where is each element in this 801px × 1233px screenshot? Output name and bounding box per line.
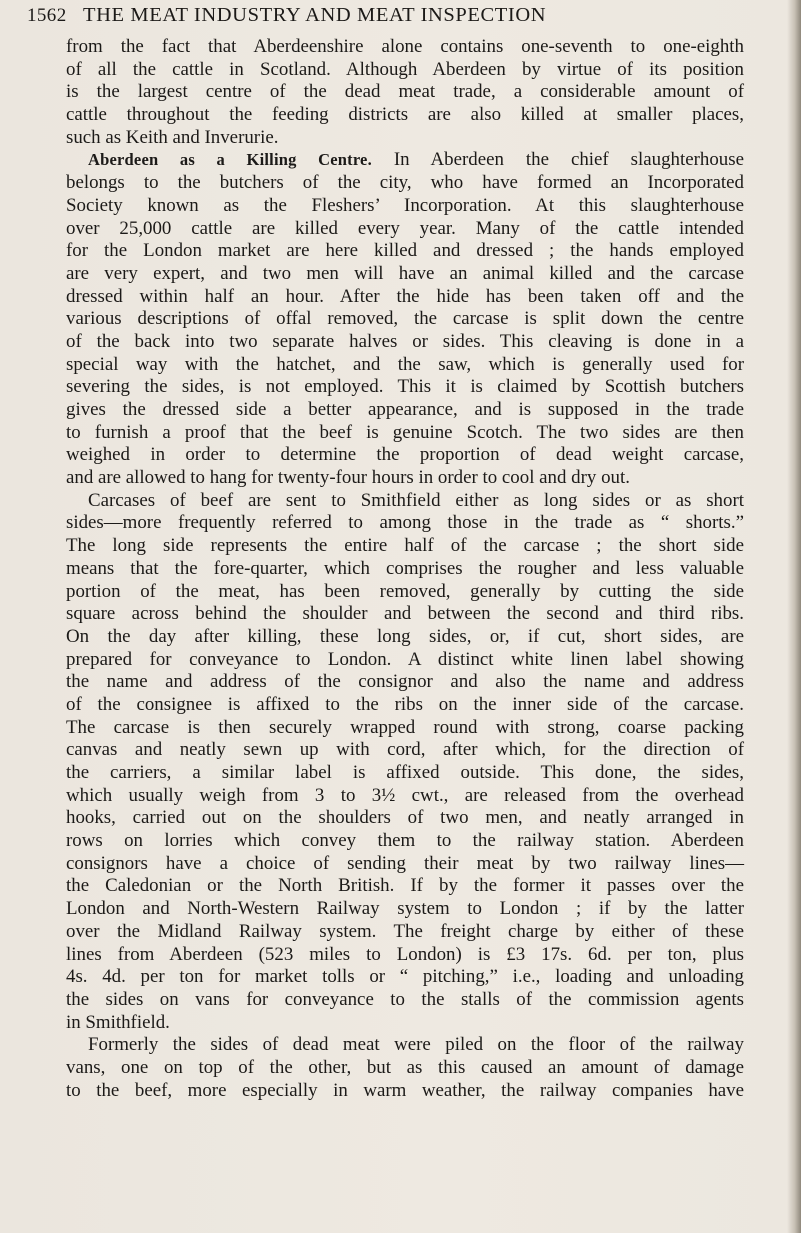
text-line: square across behind the shoulder and between the second and third ribs. [66,603,744,625]
text-line: Carcases of beef are sent to Smithfield either as long sides or as short [88,489,744,511]
text-line: over 25,000 cattle are killed every year. Many of the cattle intended [66,217,744,239]
body-text [66,36,744,1102]
text-line: dressed within half an hour. After the hide has been taken off and the [66,285,744,307]
text-line: special way with the hatchet, and the saw, which is generally used for [66,353,744,375]
text-line: the carriers, a similar label is affixed outside. This done, the sides, [66,762,744,783]
page-number: 1562 [27,5,67,26]
text-line: severing the sides, is not employed. This it is claimed by Scottish butchers [66,376,744,398]
text-line: cattle throughout the feeding districts are also killed at smaller places, [66,104,744,126]
text-line: The long side represents the entire half of the carcase ; the short side [66,535,744,557]
text-line: are very expert, and two men will have an animal killed and the carcase [66,262,744,284]
section-heading: Aberdeen as a Killing Centre. [88,150,372,170]
text-line: of the back into two separate halves or sides. This cleaving is done in a [66,330,744,352]
text-line: rows on lorries which convey them to the railway station. Aberdeen [66,830,744,852]
text-line: On the day after killing, these long sides, or, if cut, short sides, are [66,625,744,647]
text-line: canvas and neatly sewn up with cord, after which, for the direction of [66,739,744,761]
text-line: in Smithfield. [66,1011,170,1033]
text-line-with-heading [66,149,744,172]
text-line: The carcase is then securely wrapped round with strong, coarse packing [66,716,744,738]
page-header [27,4,757,36]
text-line: hooks, carried out on the shoulders of two men, and neatly arranged in [66,807,744,829]
text-line: vans, one on top of the other, but as this caused an amount of damage [66,1056,744,1078]
text-line: 4s. 4d. per ton for market tolls or “ pitching,” i.e., loading and unloading [66,966,744,988]
page-edge-shadow [787,0,801,1233]
running-title: THE MEAT INDUSTRY AND MEAT INSPECTION [83,4,547,26]
text-line: for the London market are here killed and dressed ; the hands employed [66,240,744,262]
text-line: means that the fore-quarter, which comprises the rougher and less valuable [66,557,744,579]
text-line: prepared for conveyance to London. A distinct white linen label showing [66,648,744,670]
text-line: Society known as the Fleshers’ Incorporation. At this slaughterhouse [66,194,744,216]
text-line: and are allowed to hang for twenty-four hours in order to cool and dry out. [66,467,630,489]
text-line: sides—more frequently referred to among those in the trade as “ shorts.” [66,512,744,534]
text-line: over the Midland Railway system. The freight charge by either of these [66,920,744,942]
text-line: Formerly the sides of dead meat were piled on the floor of the railway [88,1034,744,1056]
text-line: lines from Aberdeen (523 miles to London) is £3 17s. 6d. per ton, plus [66,943,744,965]
text-line: the sides on vans for conveyance to the stalls of the commission agents [66,988,744,1010]
text-line: portion of the meat, has been removed, generally by cutting the side [66,580,744,602]
text-line: from the fact that Aberdeenshire alone contains one-seventh to one-eighth [66,36,744,57]
text-line: of the consignee is affixed to the ribs on the inner side of the carcase. [66,693,744,715]
text-line: London and North-Western Railway system to London ; if by the latter [66,898,744,920]
text-line: which usually weigh from 3 to 3½ cwt., are released from the overhead [66,784,744,806]
text-line: the name and address of the consignor and also the name and address [66,671,744,693]
text-line: is the largest centre of the dead meat trade, a considerable amount of [66,81,744,103]
text-line: consignors have a choice of sending their meat by two railway lines— [66,852,744,874]
text-line: to the beef, more especially in warm weather, the railway companies have [66,1079,744,1101]
text-line: the Caledonian or the North British. If by the former it passes over the [66,875,744,897]
text-line: various descriptions of offal removed, the carcase is split down the centre [66,308,744,330]
text-line: belongs to the butchers of the city, who have formed an Incorporated [66,172,744,194]
text-line: gives the dressed side a better appearance, and is supposed in the trade [66,399,744,420]
text-line: weighed in order to determine the proportion of dead weight carcase, [66,444,744,466]
text-line: of all the cattle in Scotland. Although Aberdeen by virtue of its position [66,58,744,80]
text-line: such as Keith and Inverurie. [66,126,279,148]
text-line: to furnish a proof that the beef is genuine Scotch. The two sides are then [66,421,744,443]
text-line-continuation: In Aberdeen the chief slaughterhouse [371,149,744,171]
